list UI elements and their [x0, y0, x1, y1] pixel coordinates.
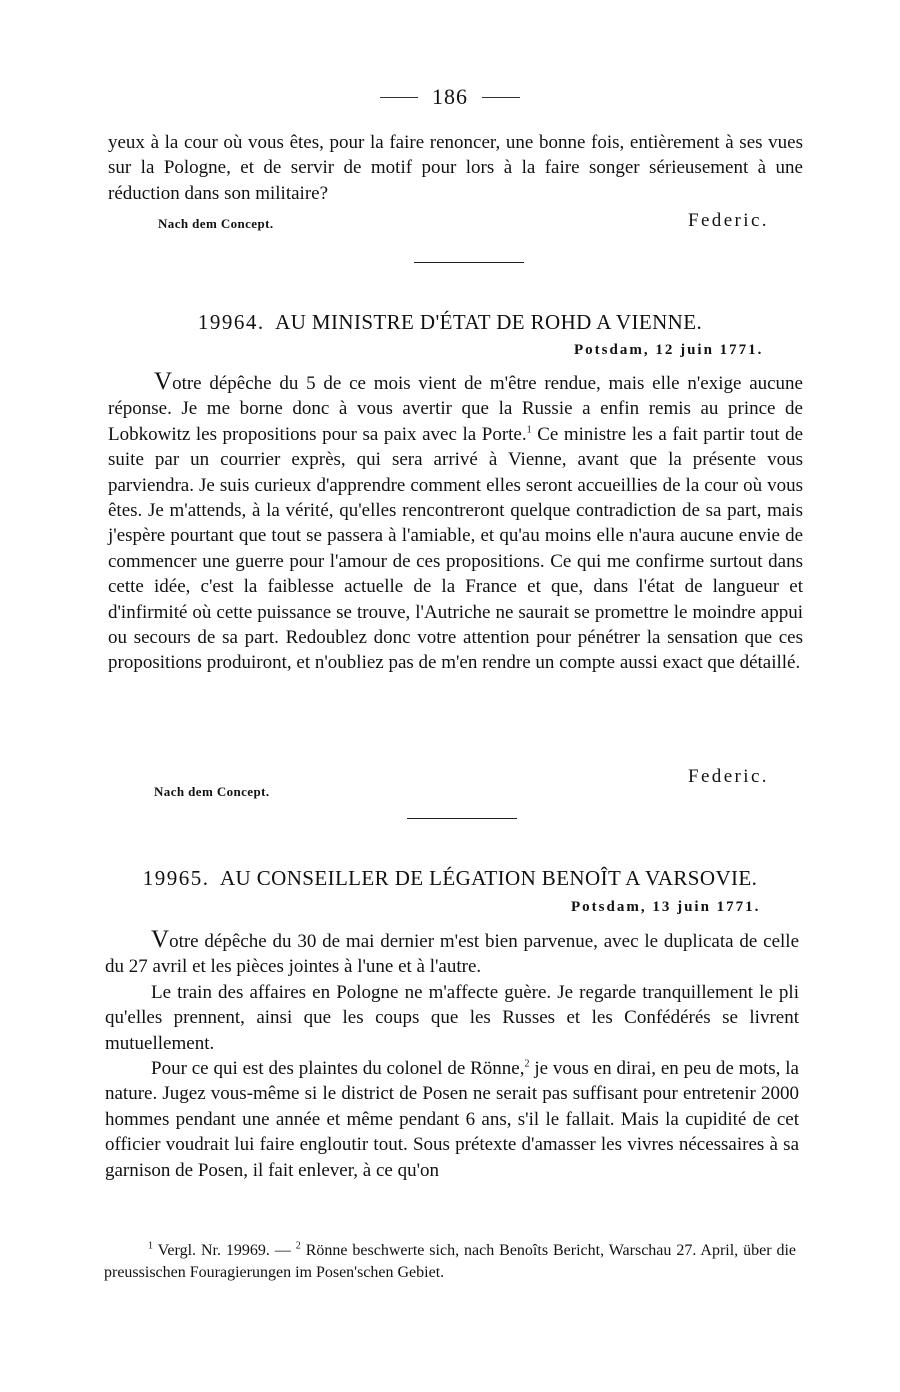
- letter-19964-paragraph: [108, 369, 803, 676]
- continuation-text-block: [108, 130, 803, 206]
- footnote-line: [104, 1240, 796, 1284]
- section-divider-2: [407, 818, 517, 819]
- header-dash-right: [482, 97, 520, 98]
- page-header: [0, 80, 900, 114]
- letter-19964-text-part1: otre dépêche du 5 de ce mois vient de m'être rendue, mais elle n'exige aucune réponse. Je me borne donc à vous avertir que la Russie a enfin remis au prince de Lobkowitz les propositions pour sa paix avec la Porte.: [108, 373, 803, 445]
- letter-19965-number: 19965.: [142, 866, 210, 890]
- letter-19965-dropcap: V: [151, 926, 170, 953]
- footnote-2-text: Rönne beschwerte sich, nach Benoîts Bericht, Warschau 27. April, über die preussischen Fouragierungen im Posen'schen Gebiet.: [104, 1242, 797, 1281]
- letter-19964-body: [108, 369, 803, 676]
- continuation-paragraph: yeux à la cour où vous êtes, pour la faire renoncer, une bonne fois, entièrement à ses vues sur la Pologne, et de servir de motif pour lors à la faire songer sérieusement à une réduction dans son militaire?: [108, 132, 803, 204]
- letter-19964-title: AU MINISTRE D'ÉTAT DE ROHD A VIENNE.: [275, 310, 703, 334]
- letter-19964-heading: [0, 310, 900, 335]
- letter-19965-para1-text: otre dépêche du 30 de mai dernier m'est bien parvenue, avec le duplicata de celle du 27 avril et les pièces jointes à l'une et à l'autre.: [105, 931, 799, 978]
- continuation-signature: Federic.: [688, 210, 769, 231]
- letter-19965-dateline: Potsdam, 13 juin 1771.: [571, 899, 761, 915]
- page-number: 186: [432, 84, 468, 109]
- header-dash-left: [380, 97, 418, 98]
- letter-19965-title: AU CONSEILLER DE LÉGATION BENOÎT A VARSOVIE.: [219, 866, 758, 890]
- letter-19964-dropcap: V: [154, 368, 173, 395]
- letter-19964-number: 19964.: [197, 310, 265, 334]
- letter-19965-para3-text-part2: je vous en dirai, en peu de mots, la nature. Jugez vous-même si le district de Posen ne serait pas suffisant pour entretenir 2000 hommes pendant une année et même pendant 6 ans, s'il le fallait. Mais la cupidité de cet officier voudrait lui faire engloutir tout. Sous prétexte d'amasser les vivres nécessaires à sa garnison de Posen, il fait enlever, à ce qu'on: [105, 1058, 799, 1181]
- section-divider-1: [414, 262, 524, 263]
- letter-19965-heading: [0, 866, 900, 891]
- footnote-ref-2: 2: [524, 1058, 530, 1070]
- footnote-ref-1: 1: [526, 424, 532, 436]
- footnotes: [104, 1240, 796, 1284]
- footnote-1-mark: 1: [148, 1240, 153, 1252]
- letter-19964-dateline: Potsdam, 12 juin 1771.: [574, 342, 764, 358]
- footnote-1-text: Vergl. Nr. 19969. —: [153, 1242, 296, 1259]
- letter-19965-paragraph-1: [105, 927, 799, 980]
- letter-19964-source-note: Nach dem Concept.: [154, 784, 270, 799]
- footnote-2-mark: 2: [295, 1240, 301, 1252]
- letter-19964-signature: Federic.: [688, 766, 769, 787]
- continuation-source-note: Nach dem Concept.: [158, 216, 274, 231]
- letter-19965-body: [105, 927, 799, 1183]
- letter-19965-paragraph-2: Le train des affaires en Pologne ne m'affecte guère. Je regarde tranquillement le pli qu'elles prennent, ainsi que les coups que les Russes et les Confédérés se livrent mutuellement.: [105, 981, 799, 1054]
- letter-19965-paragraph-3: [105, 1056, 799, 1183]
- letter-19965-para3-text-part1: Pour ce qui est des plaintes du colonel de Rönne,: [151, 1058, 525, 1080]
- letter-19964-text-part2: Ce ministre les a fait partir tout de suite par un courrier exprès, qui sera arrivé à Vienne, avant que la présente vous parviendra. Je suis curieux d'apprendre comment elles seront accueillies de la cour où vous êtes. Je m'attends, à la vérité, qu'elles rencontreront quelque contradiction de sa part, mais j'espère pourtant que tout se passera à l'amiable, et qu'au moins elle n'aura aucune envie de commencer une guerre pour l'amour de ces propositions. Ce qui me confirme surtout dans cette idée, c'est la faiblesse actuelle de la France et que, dans l'état de langueur et d'infirmité où cette puissance se trouve, l'Autriche ne saurait se promettre le moindre appui ou secours de sa part. Redoublez donc votre attention pour pénétrer la sensation que ces propositions produiront, et n'oubliez pas de m'en rendre un compte aussi exact que détaillé.: [108, 423, 804, 674]
